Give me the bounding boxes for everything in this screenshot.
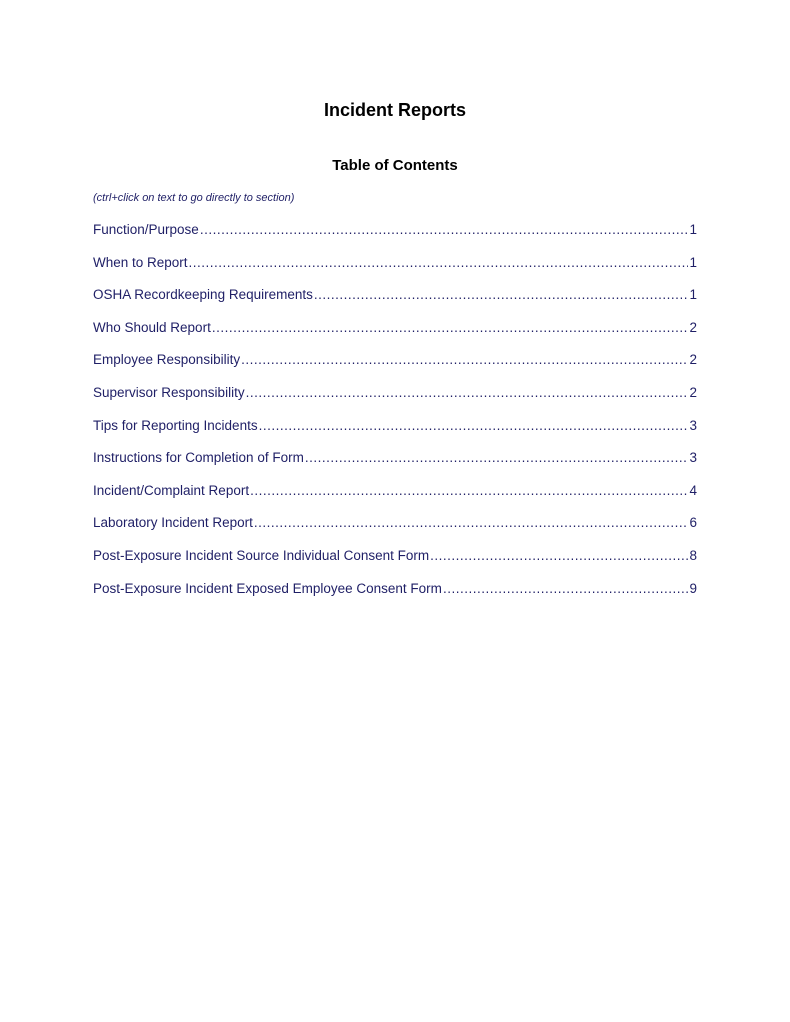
toc-entry-label: Who Should Report bbox=[93, 319, 211, 335]
toc-entry-page: 1 bbox=[689, 254, 697, 270]
toc-entry-page: 1 bbox=[689, 287, 697, 303]
dot-leader bbox=[200, 222, 689, 237]
toc-entry-label: Instructions for Completion of Form bbox=[93, 450, 304, 466]
dot-leader bbox=[254, 515, 689, 530]
dot-leader bbox=[259, 418, 689, 433]
document-title: Incident Reports bbox=[323, 100, 466, 120]
toc-entry-label: Incident/Complaint Report bbox=[93, 482, 250, 498]
dot-leader bbox=[443, 581, 689, 596]
toc-entry-when-to-report[interactable] bbox=[93, 255, 697, 288]
toc-entry-supervisor-responsibility[interactable] bbox=[93, 385, 697, 418]
toc-entry-page: 6 bbox=[689, 515, 697, 531]
toc-entry-exposed-employee-consent[interactable] bbox=[93, 581, 697, 614]
toc-entry-page: 3 bbox=[689, 450, 697, 466]
toc-entry-page: 9 bbox=[689, 580, 697, 596]
toc-entry-label: Tips for Reporting Incidents bbox=[93, 417, 258, 433]
dot-leader bbox=[305, 450, 689, 465]
dot-leader bbox=[189, 255, 689, 270]
toc-entry-source-individual-consent[interactable] bbox=[93, 548, 697, 581]
dot-leader bbox=[241, 352, 688, 367]
toc-entry-label: OSHA Recordkeeping Requirements bbox=[93, 287, 313, 303]
toc-entry-tips-for-reporting[interactable] bbox=[93, 418, 697, 451]
toc-entry-instructions-for-completion[interactable] bbox=[93, 450, 697, 483]
toc-entry-function-purpose[interactable] bbox=[93, 222, 697, 255]
toc-entry-who-should-report[interactable] bbox=[93, 320, 697, 353]
toc-entry-label: Laboratory Incident Report bbox=[93, 515, 253, 531]
toc-entry-page: 2 bbox=[689, 352, 697, 368]
toc-entry-label: Function/Purpose bbox=[93, 222, 199, 237]
toc-entry-label: Supervisor Responsibility bbox=[93, 384, 245, 400]
toc-entry-page: 3 bbox=[689, 417, 697, 433]
toc-entry-osha-recordkeeping[interactable] bbox=[93, 287, 697, 320]
dot-leader bbox=[250, 483, 688, 498]
dot-leader bbox=[212, 320, 689, 335]
table-of-contents bbox=[93, 222, 697, 613]
toc-entry-page: 2 bbox=[689, 384, 697, 400]
dot-leader bbox=[430, 548, 688, 563]
toc-entry-page: 4 bbox=[689, 482, 697, 498]
toc-hint: (ctrl+click on text to go directly to section) bbox=[93, 192, 295, 204]
dot-leader bbox=[314, 287, 689, 302]
toc-entry-employee-responsibility[interactable] bbox=[93, 352, 697, 385]
toc-entry-page: 1 bbox=[689, 222, 697, 237]
toc-entry-incident-complaint-report[interactable] bbox=[93, 483, 697, 516]
toc-heading: Table of Contents bbox=[332, 157, 458, 174]
toc-entry-label: Post-Exposure Incident Exposed Employee Consent Form bbox=[93, 580, 442, 596]
toc-entry-laboratory-incident-report[interactable] bbox=[93, 515, 697, 548]
toc-entry-label: When to Report bbox=[93, 254, 188, 270]
toc-entry-page: 8 bbox=[689, 547, 697, 563]
dot-leader bbox=[246, 385, 689, 400]
toc-entry-page: 2 bbox=[689, 319, 697, 335]
toc-entry-label: Post-Exposure Incident Source Individual Consent Form bbox=[93, 547, 430, 563]
toc-entry-label: Employee Responsibility bbox=[93, 352, 241, 368]
